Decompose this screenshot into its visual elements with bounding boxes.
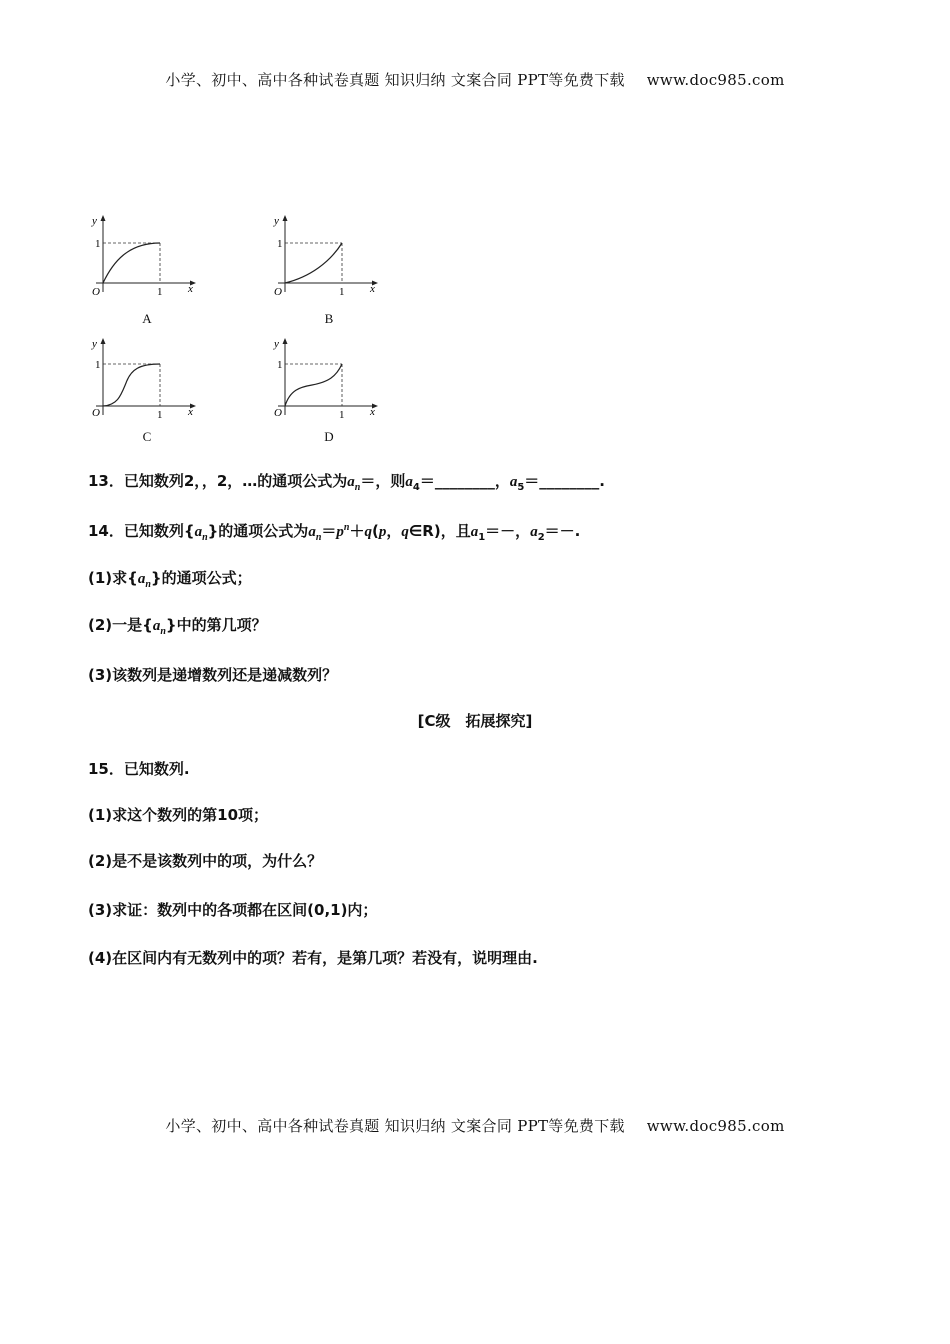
page-footer [0,1115,950,1136]
footer-url[interactable]: www.doc985.com [646,1117,785,1135]
graph-d-origin: O [274,407,282,419]
graph-a-label: A [142,311,152,326]
graph-b-curve [285,243,342,283]
question-13 [88,470,605,493]
q14-text-7: ∈R)，且 [408,522,471,540]
q14-text-4: ＋ [349,522,365,540]
graph-c-tick-y: 1 [95,359,101,371]
q14-p1-b: }的通项公式； [150,569,252,587]
graph-b-y-label: y [274,215,279,227]
graph-c-tick-x: 1 [157,409,163,421]
graph-b-tick-x: 1 [339,286,345,298]
q14-var-q2: q [401,524,409,540]
q13-var-a: a [347,474,355,490]
q14-p2-var-a: a [152,618,161,634]
q14-text-9: ＝－. [544,522,581,540]
q14-p1-a: (1)求{ [88,569,138,587]
graph-d-x-label: x [370,406,375,418]
q14-p2-b: }中的第几项？ [165,616,267,634]
q15-part-1: (1)求这个数列的第10项； [88,806,269,824]
q13-number: 13． [88,472,124,490]
q14-sub-1: 1 [478,532,486,543]
q13-blank-2[interactable]: ＝________. [524,472,605,490]
q14-sub-n: n [202,532,208,543]
q13-text-1: 已知数列2，，2，…的通项公式为 [123,472,348,490]
q14-part-2 [88,614,267,637]
q14-p1-var-a: a [137,571,146,587]
graph-a-svg [88,212,200,298]
q14-sub-2: 2 [537,532,545,543]
graph-d-svg [270,335,382,421]
q13-var-a4: a [405,474,413,490]
q14-text-2: }的通项公式为 [207,522,309,540]
q14-sub-n2: n [315,532,322,543]
question-15: 15．已知数列. [88,760,190,778]
q15-part-4: (4)在区间内有无数列中的项？若有，是第几项？若没有，说明理由. [88,949,538,967]
q13-var-a5: a [509,474,518,490]
q14-var-q: q [364,524,372,540]
q13-sub-4: 4 [412,482,420,493]
graph-b-svg [270,212,382,298]
graph-d-label: D [324,429,334,444]
graph-c-origin: O [92,407,100,419]
graph-a-tick-y: 1 [95,238,101,250]
q15-part-2: (2)是不是该数列中的项，为什么？ [88,852,323,870]
q14-var-a2: a [530,524,538,540]
graph-c-curve [103,364,160,406]
q14-part-3: (3)该数列是递增数列还是递减数列？ [88,666,338,684]
graph-b-tick-y: 1 [277,238,283,250]
q14-var-p2: p [378,524,387,540]
graph-a-origin: O [92,286,100,298]
graph-d-tick-y: 1 [277,359,283,371]
graph-c [88,335,200,425]
header-url[interactable]: www.doc985.com [646,71,785,89]
graph-b-x-label: x [370,283,375,295]
q14-text-1: 已知数列{ [123,522,195,540]
graph-b-label: B [324,311,334,326]
q14-text-3: ＝ [321,522,337,540]
graph-d-curve [285,364,342,406]
graph-a-x-label: x [188,283,193,295]
footer-text: 小学、初中、高中各种试卷真题 知识归纳 文案合同 PPT等免费下载 [165,1117,625,1135]
q14-sup-n: n [343,522,350,533]
q14-text-6: ， [386,522,402,540]
q14-var-a1: a [470,524,479,540]
graph-c-label: C [142,429,152,444]
graph-c-y-label: y [92,338,97,350]
q13-sub-5: 5 [517,482,525,493]
graph-d-y-label: y [274,338,279,350]
q14-var-a: a [194,524,203,540]
graph-b [270,212,382,302]
graph-a-y-label: y [92,215,97,227]
graph-c-x-label: x [188,406,193,418]
q14-var-p: p [336,524,344,540]
q14-var-an: a [308,524,316,540]
q14-p1-sub-n: n [145,579,151,590]
q14-part-1 [88,567,252,590]
graph-d [270,335,382,425]
q13-text-2: ＝，则 [360,472,406,490]
q14-text-8: ＝－， [485,522,531,540]
graph-d-tick-x: 1 [339,409,345,421]
q15-part-3: (3)求证：数列中的各项都在区间(0,1)内； [88,901,378,919]
q14-text-5: ( [371,522,379,540]
section-heading: [C级 拓展探究] [417,712,533,730]
page-header [0,69,950,90]
q14-p2-sub-n: n [160,626,166,637]
question-14 [88,520,580,543]
q13-blank-1[interactable]: ＝________， [419,472,510,490]
q14-number: 14． [88,522,124,540]
graph-a-tick-x: 1 [157,286,163,298]
graph-a-curve [103,243,160,283]
graph-a [88,212,200,302]
q13-sub-n: n [354,482,361,493]
q14-p2-a: (2)一是{ [88,616,153,634]
graph-b-origin: O [274,286,282,298]
header-text: 小学、初中、高中各种试卷真题 知识归纳 文案合同 PPT等免费下载 [165,71,625,89]
graph-c-svg [88,335,200,421]
